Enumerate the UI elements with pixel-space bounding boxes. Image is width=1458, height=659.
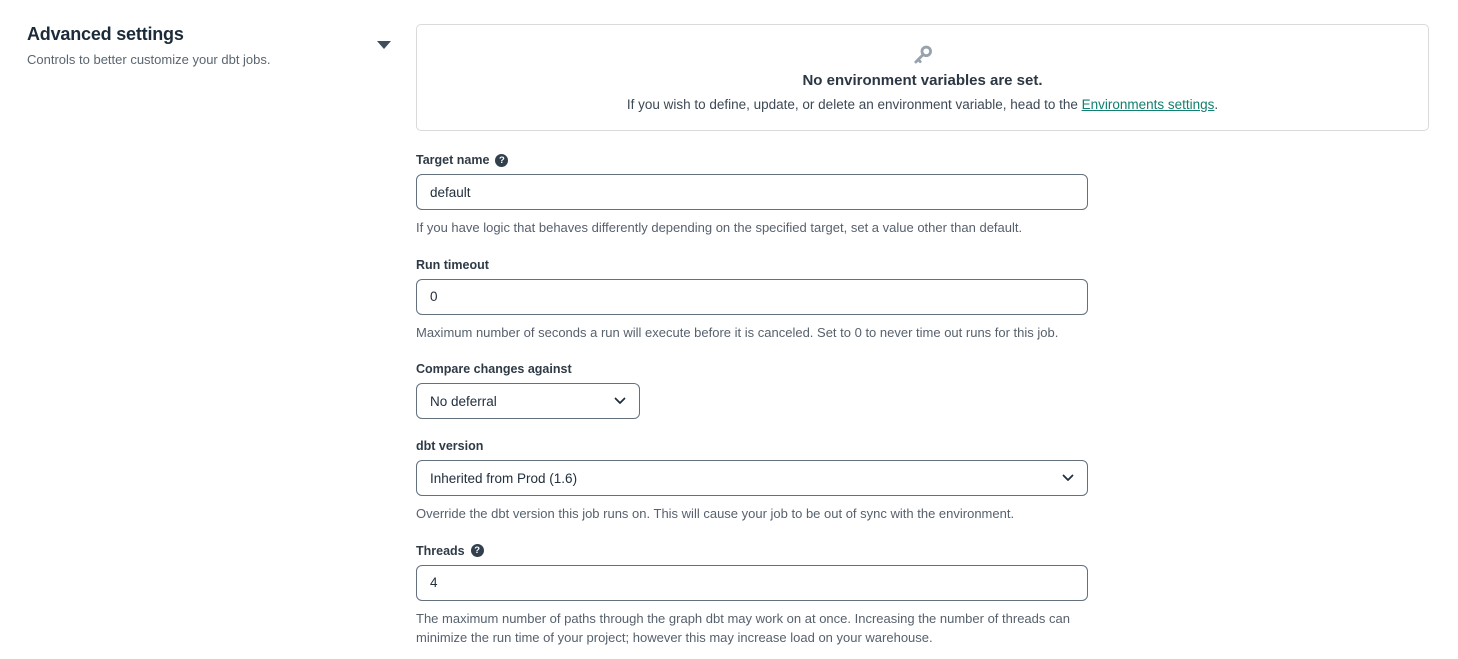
page-subtitle: Controls to better customize your dbt jobs. (27, 52, 271, 67)
target-name-input[interactable] (416, 174, 1088, 210)
page-title: Advanced settings (27, 24, 184, 44)
section-header (27, 24, 416, 659)
dbt-version-selected-value: Inherited from Prod (1.6) (430, 470, 578, 486)
compare-changes-group (416, 362, 1088, 419)
run-timeout-label-row (416, 258, 1088, 272)
compare-changes-select[interactable] (416, 383, 640, 419)
compare-changes-label-row (416, 362, 1088, 376)
threads-label-row (416, 544, 1088, 558)
env-vars-empty-title: No environment variables are set. (802, 72, 1043, 89)
run-timeout-group (416, 258, 1088, 343)
environments-settings-link[interactable]: Environments settings (1081, 97, 1215, 112)
run-timeout-input[interactable] (416, 279, 1088, 315)
dbt-version-helper: Override the dbt version this job runs on. This will cause your job to be out of sync with the environment. (416, 506, 1015, 521)
chevron-down-icon (1062, 474, 1074, 482)
key-icon (911, 44, 934, 68)
target-name-group (416, 153, 1088, 238)
dbt-version-group (416, 439, 1088, 524)
threads-helper: The maximum number of paths through the graph dbt may work on at once. Increasing the number of threads can minimize the run time of your project; however this may increase load on your warehouse. (416, 610, 1070, 645)
threads-input[interactable] (416, 565, 1088, 601)
threads-group (416, 544, 1088, 648)
target-name-label-row (416, 153, 1088, 167)
chevron-down-icon (614, 397, 626, 405)
threads-label: Threads (416, 543, 465, 558)
env-vars-empty-message (437, 97, 1408, 112)
dbt-version-label-row (416, 439, 1088, 453)
dbt-version-select[interactable] (416, 460, 1088, 496)
settings-content (416, 24, 1429, 659)
run-timeout-label: Run timeout (416, 257, 489, 272)
dbt-version-label: dbt version (416, 439, 484, 453)
target-name-label: Target name (416, 153, 490, 167)
collapse-caret-icon[interactable] (377, 41, 391, 49)
target-name-helper: If you have logic that behaves differently depending on the specified target, set a value other than default. (416, 220, 1023, 235)
help-icon[interactable]: ? (471, 544, 484, 557)
env-vars-message-prefix: If you wish to define, update, or delete an environment variable, head to the (626, 97, 1082, 112)
compare-changes-selected-value: No deferral (430, 393, 497, 409)
advanced-settings-form (416, 153, 1088, 648)
help-icon[interactable]: ? (495, 154, 508, 167)
compare-changes-label: Compare changes against (416, 362, 572, 376)
env-vars-empty-panel (416, 24, 1429, 131)
env-vars-message-suffix: . (1214, 97, 1219, 112)
section-header-text (27, 24, 271, 67)
run-timeout-helper: Maximum number of seconds a run will execute before it is canceled. Set to 0 to never time out runs for this job. (416, 324, 1059, 340)
